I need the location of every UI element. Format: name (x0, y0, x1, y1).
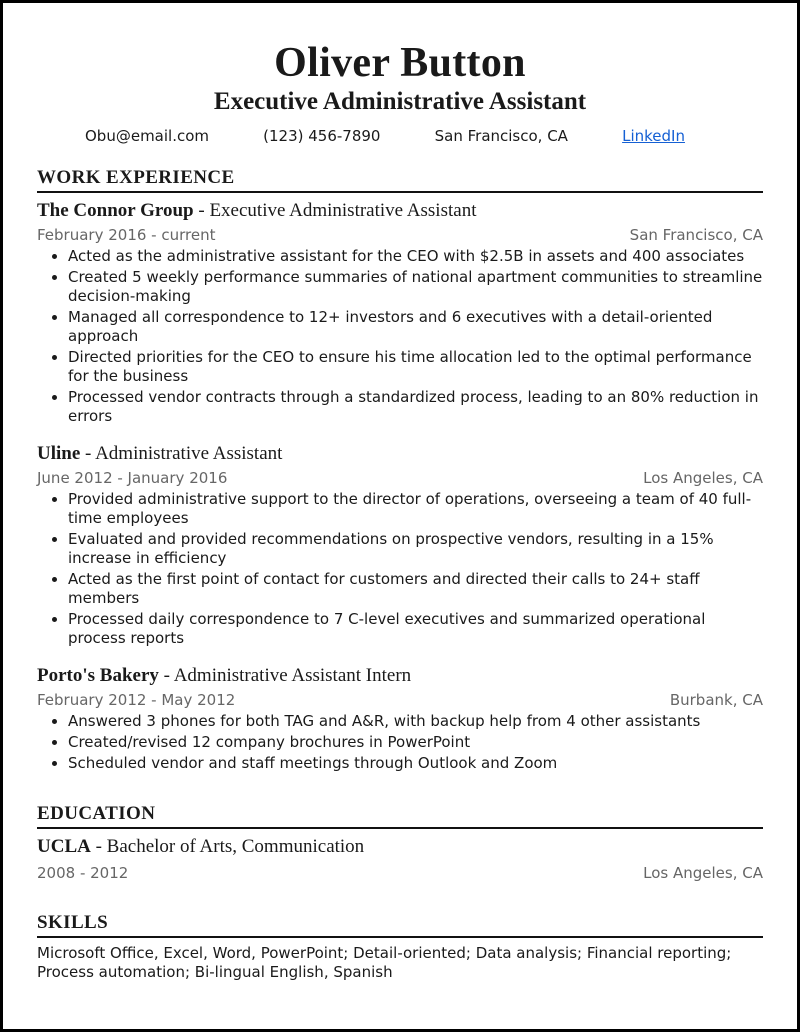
job-bullets (37, 490, 763, 648)
job-separator: - (198, 200, 210, 221)
job-bullet: • Processed vendor contracts through a standardized process, leading to an 80% reduction in errors (68, 388, 763, 426)
section-heading-education: EDUCATION (37, 803, 763, 829)
job-bullet: • Processed daily correspondence to 7 C-level executives and summarized operational process reports (68, 610, 763, 648)
job-header (37, 442, 763, 466)
job-bullet: • Acted as the first point of contact for customers and directed their calls to 24+ staff members (68, 570, 763, 608)
contact-row (85, 126, 685, 146)
job-dates: February 2016 - current (37, 226, 216, 244)
education-entry (37, 835, 763, 883)
skills-text: Microsoft Office, Excel, Word, PowerPoint; Detail-oriented; Data analysis; Financial reporting; Process automation; Bi-lingual English, Spanish (37, 944, 732, 981)
job-bullet: • Provided administrative support to the director of operations, overseeing a team of 40 full-time employees (68, 490, 763, 528)
job-company: Uline (37, 443, 81, 464)
education-meta (37, 863, 763, 883)
job-bullet: • Evaluated and provided recommendations on prospective vendors, resulting in a 15% increase in efficiency (68, 530, 763, 568)
job-header (37, 199, 763, 223)
section-heading-work: WORK EXPERIENCE (37, 167, 763, 193)
job-header (37, 664, 763, 688)
job-bullet: • Answered 3 phones for both TAG and A&R, with backup help from 4 other assistants (68, 712, 763, 731)
job-location: San Francisco, CA (629, 226, 763, 244)
job-meta (37, 225, 763, 245)
job-entry (37, 442, 763, 648)
candidate-title: Executive Administrative Assistant (213, 88, 587, 115)
work-experience-section (37, 167, 763, 773)
job-location: Burbank, CA (669, 691, 763, 709)
job-role: Administrative Assistant (95, 443, 283, 464)
job-meta (37, 468, 763, 488)
job-meta (37, 690, 763, 710)
job-dates: June 2012 - January 2016 (37, 469, 228, 487)
job-bullets (37, 247, 763, 426)
education-section (37, 803, 763, 883)
job-role: Executive Administrative Assistant (209, 200, 477, 221)
job-role: Administrative Assistant Intern (173, 665, 412, 686)
job-bullet: • Created/revised 12 company brochures in PowerPoint (68, 733, 763, 752)
education-location: Los Angeles, CA (643, 864, 763, 882)
candidate-name: Oliver Button (274, 40, 526, 86)
education-header (37, 835, 763, 859)
job-bullet: • Directed priorities for the CEO to ensure his time allocation led to the optimal performance for the business (68, 348, 763, 386)
job-company: Porto's Bakery (37, 665, 159, 686)
education-separator: - (95, 836, 107, 857)
linkedin-link[interactable]: LinkedIn (622, 127, 685, 145)
skills-section (37, 912, 763, 982)
job-bullet: • Acted as the administrative assistant for the CEO with $2.5B in assets and 400 associates (68, 247, 763, 266)
contact-email: Obu@email.com (85, 127, 210, 145)
job-separator: - (163, 665, 174, 686)
job-bullet: • Scheduled vendor and staff meetings through Outlook and Zoom (68, 754, 763, 773)
job-entry (37, 199, 763, 426)
job-bullets (37, 712, 763, 773)
contact-phone: (123) 456-7890 (263, 127, 381, 145)
job-bullet: • Managed all correspondence to 12+ investors and 6 executives with a detail-oriented approach (68, 308, 763, 346)
job-separator: - (85, 443, 96, 464)
contact-location: San Francisco, CA (434, 127, 568, 145)
job-location: Los Angeles, CA (643, 469, 763, 487)
section-heading-skills: SKILLS (37, 912, 763, 938)
job-dates: February 2012 - May 2012 (37, 691, 236, 709)
education-degree: Bachelor of Arts, Communication (106, 836, 365, 857)
education-dates: 2008 - 2012 (37, 864, 129, 882)
job-bullet: • Created 5 weekly performance summaries of national apartment communities to streamline decision-making (68, 268, 763, 306)
job-entry (37, 664, 763, 773)
job-company: The Connor Group (37, 200, 194, 221)
education-school: UCLA (37, 836, 91, 857)
